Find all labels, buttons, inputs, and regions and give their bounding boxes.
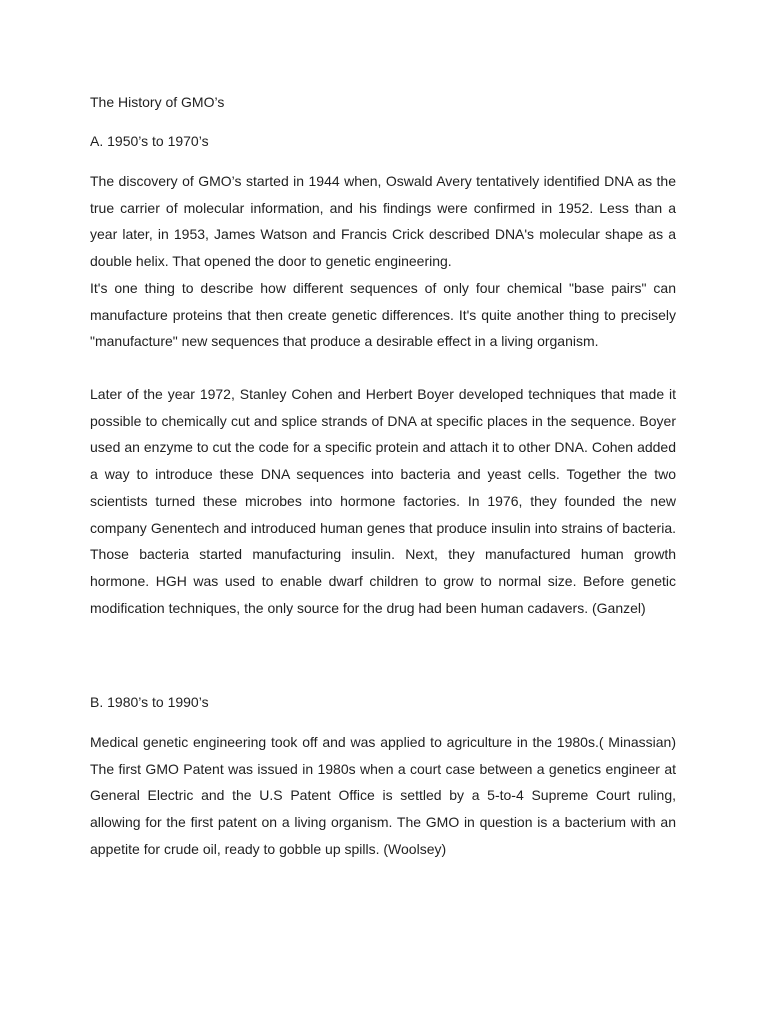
paragraph-cohen-boyer: Later of the year 1972, Stanley Cohen and Herbert Boyer developed techniques that made it possible to chemically cut and splice strands of DNA at specific places in the sequence. Boyer used an enzyme to cut the code for a specific protein and attach it to other DNA. Cohen added a way to introduce these DNA sequences into bacteria and yeast cells. Together the two scientists turned these microbes into hormone factories. In 1976, they founded the new company Genentech and introduced human genes that produce insulin into strains of bacteria. Those bacteria started manufacturing insulin. Next, they manufactured human growth hormone. HGH was used to enable dwarf children to grow to normal size. Before genetic modification techniques, the only source for the drug had been human cadavers. (Ganzel) xyxy=(90,386,676,616)
paragraph-gmo-patent: Medical genetic engineering took off and was applied to agriculture in the 1980s.( Minassian) The first GMO Patent was issued in 1980s when a court case between a genetics engineer at General Electric and the U.S Patent Office is settled by a 5-to-4 Supreme Court ruling, allowing for the first patent on a living organism. The GMO in question is a bacterium with an appetite for crude oil, ready to gobble up spills. (Woolsey) xyxy=(90,734,676,857)
paragraph-base-pairs: It's one thing to describe how different sequences of only four chemical "base pairs" can manufacture proteins that then create genetic differences. It's quite another thing to precisely "manufacture" new sequences that produce a desirable effect in a living organism. xyxy=(90,280,676,350)
section-heading-b: B. 1980’s to 1990’s xyxy=(90,694,209,710)
section-heading-a: A. 1950’s to 1970’s xyxy=(90,133,209,149)
paragraph-dna-discovery: The discovery of GMO’s started in 1944 when, Oswald Avery tentatively identified DNA as the true carrier of molecular information, and his findings were confirmed in 1952. Less than a year later, in 1953, James Watson and Francis Crick described DNA's molecular shape as a double helix. That opened the door to genetic engineering. xyxy=(90,173,676,270)
document-title: The History of GMO’s xyxy=(90,94,225,110)
